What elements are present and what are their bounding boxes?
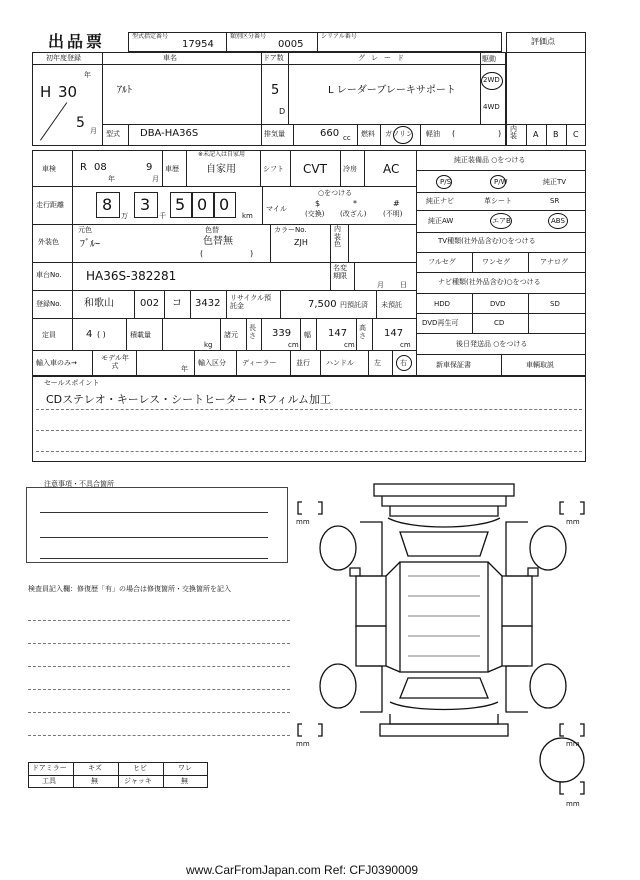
equip-navi: 純正ナビ [426, 197, 454, 205]
recycle-label: リサイクル預託金 [230, 294, 272, 311]
shaken-month: 9 [146, 162, 153, 173]
mm-spare: mm [566, 800, 580, 808]
tv-analog: アナログ [540, 258, 568, 266]
dims-label: 諸元 [224, 331, 238, 339]
door-rear-left [356, 626, 386, 666]
meihen-day: 日 [400, 281, 407, 289]
capacity-paren: ( ) [97, 330, 106, 339]
length-value: 339 [272, 328, 292, 339]
grade-label: グレード [358, 54, 410, 62]
mileage-km: km [242, 212, 253, 220]
tire-bracket-rear-left [298, 724, 322, 736]
docs-manual: 車輌取説 [526, 361, 554, 369]
equip-abs: ABS [551, 217, 565, 225]
color-label: 外装色 [38, 238, 59, 246]
door-mark: D [279, 107, 286, 116]
mileage-digit-2: 3 [140, 195, 151, 214]
tire-bracket-front-right [560, 502, 584, 514]
reg-label: 登録No. [36, 300, 62, 308]
height-label: 高さ [359, 324, 366, 340]
color-value: ﾌﾞﾙｰ [80, 239, 100, 250]
mile-label: マイル [266, 205, 287, 213]
shaken-label: 車検 [42, 165, 56, 173]
mirror-right [528, 568, 538, 576]
fuel-circle [393, 126, 413, 144]
fender-front-left [360, 522, 382, 576]
evaluation-label: 評価点 [531, 37, 555, 46]
fuel-paren-close: ) [498, 129, 502, 138]
footer-ref: www.CarFromJapan.com Ref: CFJ0390009 [186, 863, 419, 877]
meihen-label: 名変期限 [333, 264, 347, 280]
shaken-nen: 年 [108, 175, 115, 183]
car-diagram [290, 476, 600, 816]
mark-kaizan: (改ざん) [340, 210, 367, 218]
displacement-label: 排気量 [264, 130, 285, 138]
fuel-paren: ( [452, 129, 456, 138]
handle-right: 右 [400, 359, 407, 367]
import-dealer: ディーラー [242, 359, 277, 367]
tv-full: フルセグ [428, 258, 456, 266]
fuel-label: 燃料 [361, 130, 375, 138]
rear-window [400, 678, 488, 698]
legend-jack: ジャッキ [124, 777, 152, 785]
sales-label: セールスポイント [44, 379, 100, 387]
navi-type-label: ナビ種類(社外品含む)○をつける [438, 278, 541, 286]
legend-jack-value: 無 [181, 777, 188, 785]
drive-2wd: 2WD [483, 76, 500, 84]
drive-4wd: 4WD [483, 103, 500, 111]
fuel-diesel: 軽油 [426, 130, 440, 138]
mark-star: * [353, 199, 357, 208]
wheel-front-right [530, 526, 566, 570]
equip-airbag: エアB [492, 217, 511, 225]
handle-label: ハンドル [326, 359, 354, 367]
interior-grade-a: A [533, 130, 539, 139]
trunk [390, 702, 498, 710]
aircon-label: 冷房 [343, 165, 357, 173]
iroai-label: 色替 [205, 226, 219, 234]
drive-2wd-circle [481, 72, 503, 90]
interior-grade-c: C [573, 130, 579, 139]
legend-ware: ワレ [178, 764, 192, 772]
iroai-paren-close: ) [250, 249, 254, 258]
capacity-label: 定員 [42, 331, 56, 339]
reg-kana: コ [172, 298, 182, 309]
moto-color-label: 元色 [78, 226, 92, 234]
navi-cd: CD [494, 319, 505, 327]
handle-left: 左 [374, 359, 381, 367]
mile-check-note: ○をつける [318, 189, 353, 197]
navi-dvd: DVD [490, 300, 506, 308]
mileage-digit-4: 0 [197, 195, 208, 214]
legend-kizu: キズ [88, 764, 102, 772]
tire-bracket-rear-right [560, 724, 584, 736]
sales-text: CDステレオ・キーレス・シートヒーター・Rフィルム加工 [46, 393, 332, 406]
first-reg-nen: 年 [84, 71, 91, 79]
naisou-label: 内装色 [334, 225, 341, 249]
car-name-label: 車名 [163, 54, 177, 62]
cargo-label: 積載量 [130, 331, 151, 339]
chassis-label: 車台No. [36, 271, 62, 279]
recycle-sumi: 円預託済 [340, 301, 368, 309]
displacement: 660 [320, 128, 340, 139]
door-rear-right [502, 626, 532, 666]
tire-bracket-spare [560, 782, 584, 794]
hood [388, 518, 500, 527]
cargo-kg: kg [204, 341, 213, 349]
navi-sd: SD [550, 300, 560, 308]
navi-hdd: HDD [434, 300, 451, 308]
equip-airbag-circle [490, 213, 512, 229]
rear-bumper [380, 724, 508, 736]
length-label: 長さ [249, 324, 256, 340]
sales-line-2 [36, 430, 582, 431]
mileage-sen: 千 [159, 212, 166, 220]
wheel-front-left [320, 526, 356, 570]
grade: L レーダーブレーキサポート [328, 85, 456, 96]
height-cm: cm [400, 341, 411, 349]
equip-abs-circle [548, 213, 568, 229]
iroai-value: 色替無 [203, 236, 233, 247]
ruibetsu-number: 0005 [278, 39, 304, 50]
shaken-era: R [80, 162, 87, 173]
sales-line-3 [36, 451, 582, 452]
mileage-digit-5: 0 [219, 195, 230, 214]
width-label: 幅 [304, 331, 311, 339]
door-label: ドア数 [263, 54, 284, 62]
cc-unit: cc [343, 134, 351, 142]
model-year-nen: 年 [181, 365, 188, 373]
equip-pw: P/W [494, 178, 508, 186]
form-title: 出品票 [48, 32, 106, 51]
shaken-year: 08 [94, 162, 107, 173]
aircon-value: AC [383, 162, 400, 176]
mileage-digit-1: 8 [102, 195, 113, 214]
first-reg-month: 5 [76, 115, 85, 131]
shift-label: シフト [263, 165, 284, 173]
shaken-tsuki: 月 [152, 175, 159, 183]
iroai-paren: ( [200, 249, 204, 258]
wheel-rear-left [320, 664, 356, 708]
model-year-label: モデル年式 [101, 354, 129, 371]
equip-pw-circle [490, 175, 506, 189]
mm-front-left: mm [296, 518, 310, 526]
navi-dvd-play: DVD再生可 [422, 319, 459, 327]
fuel-gasoline: ガソリン [385, 130, 413, 138]
sales-box [32, 376, 586, 462]
tire-bracket-front-left [298, 502, 322, 514]
mileage-man: 万 [121, 212, 128, 220]
docs-warranty: 新車保証書 [436, 361, 471, 369]
reg-number: 3432 [195, 298, 221, 309]
first-reg-era: H [40, 83, 52, 101]
serial-label: シリアル番号 [321, 33, 357, 40]
fender-rear-left [360, 666, 382, 712]
meihen-tsuki: 月 [377, 281, 384, 289]
inspector-label: 検査員記入欄：修復歴「有」の場合は修復箇所・交換箇所を記入 [28, 585, 231, 593]
color-no: ZJH [294, 238, 308, 247]
interior-label: 内装 [510, 125, 517, 140]
door-front-left [356, 576, 386, 626]
equip-tv: 純正TV [543, 178, 567, 186]
tv-one: ワンセグ [482, 258, 510, 266]
shift-value: CVT [303, 162, 327, 176]
door-front-right [502, 576, 532, 626]
mark-dollar: $ [315, 199, 321, 208]
katashiki-number: 17954 [182, 39, 214, 50]
notes-box [26, 487, 288, 563]
mark-koukan: (交換) [305, 210, 325, 218]
mm-front-right: mm [566, 518, 580, 526]
legend-tools-value: 無 [91, 777, 98, 785]
first-reg-tsuki: 月 [90, 127, 97, 135]
legend-tools: 工具 [42, 777, 56, 785]
model-label: 型式 [106, 130, 120, 138]
first-reg-year: 30 [58, 83, 78, 101]
ruibetsu-label: 類別区分番号 [230, 33, 267, 40]
handle-right-circle [396, 355, 412, 371]
front-bumper [374, 484, 514, 496]
door-count: 5 [271, 83, 280, 98]
legend-hibi: ヒビ [133, 764, 147, 772]
katashiki-label: 型式指定番号 [132, 33, 169, 40]
width-value: 147 [328, 328, 348, 339]
recycle-amount: 7,500 [308, 299, 337, 310]
capacity-value: 4 [86, 329, 93, 340]
mileage-digit-3: 5 [175, 195, 186, 214]
import-kubun-label: 輸入区分 [198, 359, 226, 367]
tv-type-label: TV種類(社外品含む)○をつける [438, 237, 536, 245]
fender-rear-right [506, 666, 528, 712]
sales-line-1 [36, 409, 582, 410]
notes-label: 注意事項・不具合箇所 [44, 480, 114, 488]
mark-hash: # [393, 199, 400, 208]
first-reg-label: 初年度登録 [46, 54, 81, 62]
fender-front-right [506, 522, 528, 576]
history-value: 自家用 [206, 164, 236, 175]
interior-grade-b: B [553, 130, 559, 139]
wheel-rear-right [530, 664, 566, 708]
equip-sr: SR [550, 197, 560, 205]
equip-genuine-label: 純正装備品 ○をつける [454, 156, 526, 164]
model-code: DBA-HA36S [140, 128, 199, 139]
equip-ps-circle [436, 175, 452, 189]
car-name: ｱﾙﾄ [117, 85, 132, 96]
legend-doormirror: ドアミラー [32, 764, 67, 772]
reg-area: 和歌山 [84, 298, 114, 309]
width-cm: cm [344, 341, 355, 349]
roof [400, 562, 488, 672]
history-note: ※未記入は自家用 [198, 151, 246, 158]
chassis-value: HA36S-382281 [86, 269, 177, 283]
history-label: 車歴 [165, 165, 179, 173]
length-cm: cm [288, 341, 299, 349]
reg-class: 002 [140, 298, 160, 309]
height-value: 147 [384, 328, 404, 339]
color-no-label: カラーNo. [274, 226, 307, 234]
mileage-label: 走行距離 [36, 201, 64, 209]
windshield [400, 532, 488, 556]
mark-fumei: (不明) [383, 210, 403, 218]
import-heikou: 並行 [296, 359, 310, 367]
import-label: 輸入車のみ→ [36, 359, 77, 367]
mm-rear-left: mm [296, 740, 310, 748]
docs-label: 後日発送品 ○をつける [456, 340, 528, 348]
mm-rear-right: mm [566, 740, 580, 748]
equip-ps: P/S [440, 178, 452, 186]
recycle-mi: 未預託 [381, 301, 402, 309]
mirror-left [350, 568, 360, 576]
equip-aw: 純正AW [428, 217, 454, 225]
equip-leather: 革シート [484, 197, 512, 205]
drive-label: 駆動 [482, 55, 496, 63]
